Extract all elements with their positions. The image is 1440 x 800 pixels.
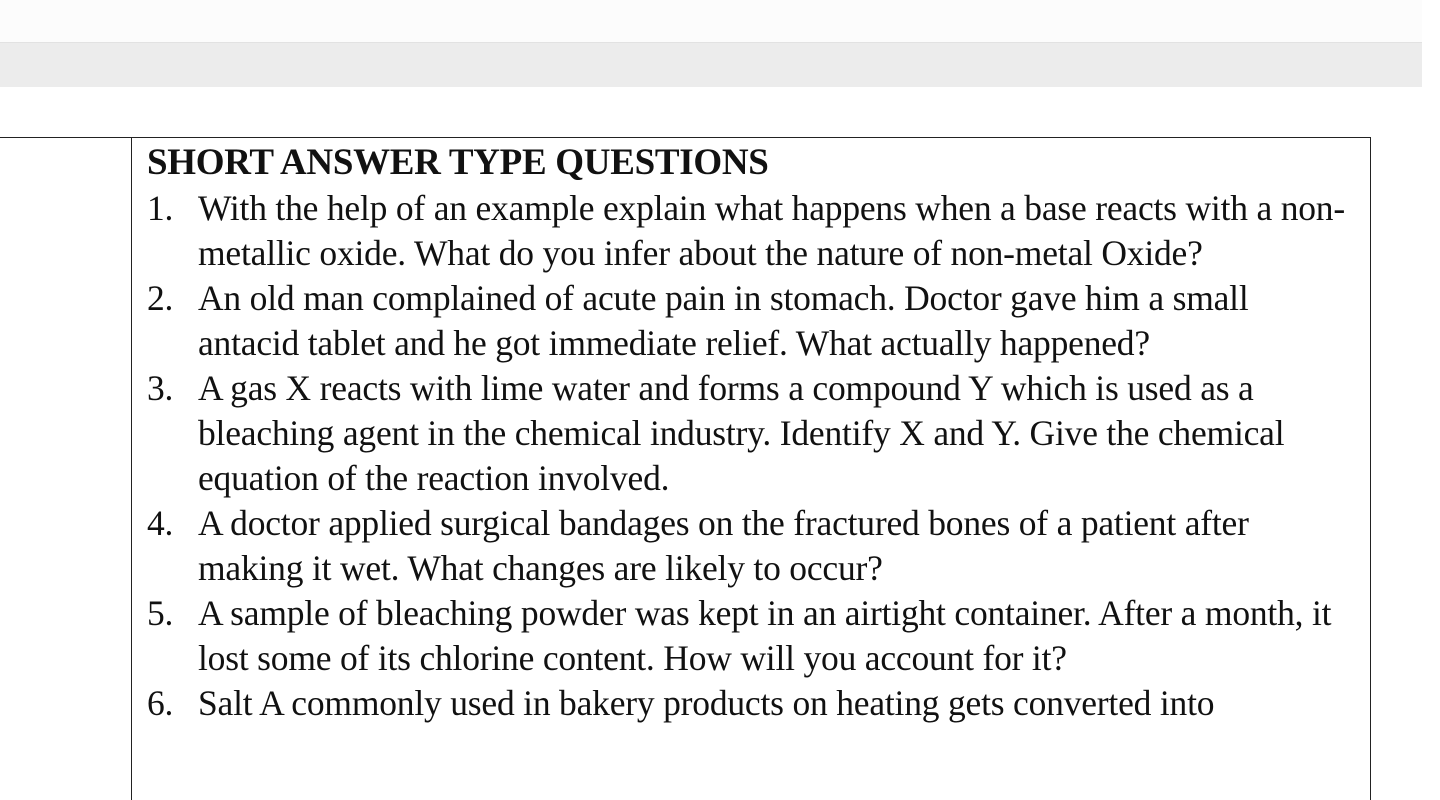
question-number: 3.: [147, 368, 174, 408]
question-number: 4.: [147, 503, 174, 543]
question-text: A gas X reacts with lime water and forms a compound Y which is used as a bleaching agent in the chemical industry. Identify X and Y. Give the chemical equation of the reaction involved.: [198, 368, 1285, 498]
question-text: Salt A commonly used in bakery products on heating gets converted into: [198, 683, 1215, 723]
question-text: A doctor applied surgical bandages on the fractured bones of a patient after making it wet. What changes are likely to occur?: [198, 503, 1249, 588]
question-number: 2.: [147, 278, 174, 318]
question-item: [147, 501, 1357, 591]
question-number: 1.: [147, 188, 174, 228]
question-item: [147, 591, 1357, 681]
question-item: [147, 681, 1357, 726]
section-heading: SHORT ANSWER TYPE QUESTIONS: [147, 142, 769, 183]
question-number: 5.: [147, 593, 174, 633]
table-left-cell: [0, 138, 132, 800]
question-list: [147, 186, 1357, 726]
question-item: [147, 186, 1357, 276]
question-number: 6.: [147, 683, 174, 723]
question-text: An old man complained of acute pain in stomach. Doctor gave him a small antacid tablet and he got immediate relief. What actually happened?: [198, 278, 1249, 363]
document-page: [0, 87, 1422, 800]
scrollbar-track[interactable]: [1422, 0, 1440, 800]
previous-page-bottom: [0, 0, 1422, 43]
question-item: [147, 366, 1357, 501]
question-item: [147, 276, 1357, 366]
question-text: A sample of bleaching powder was kept in an airtight container. After a month, it lost some of its chlorine content. How will you account for it?: [198, 593, 1332, 678]
question-text: With the help of an example explain what happens when a base reacts with a non- metallic oxide. What do you infer about the nature of non-metal Oxide?: [198, 188, 1345, 273]
questions-table: [0, 137, 1371, 800]
table-content-cell: [132, 138, 1371, 800]
